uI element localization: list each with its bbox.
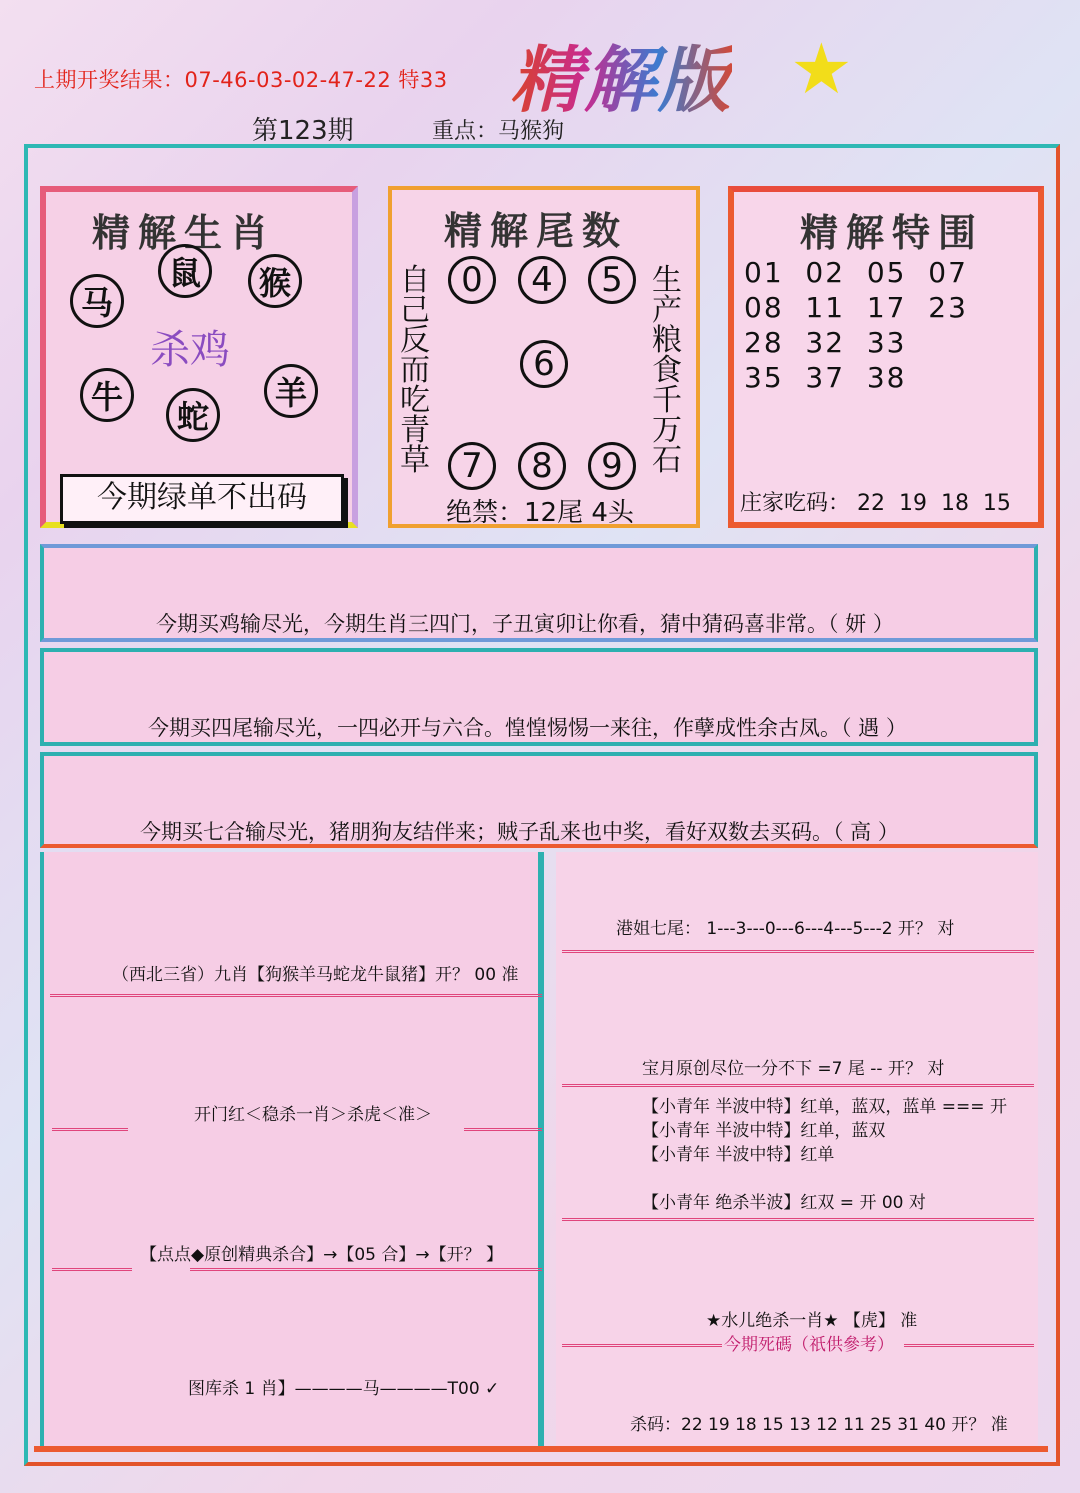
special-row-4: 35 37 38: [744, 361, 907, 394]
right-item-3c: 【小青年 半波中特】红单: [642, 1145, 835, 1165]
left-item-1: （西北三省）九肖【狗猴羊马蛇龙牛鼠猪】开？ 00 准: [112, 965, 519, 985]
special-box-title: 精解特围: [800, 210, 985, 255]
tail-box: [388, 186, 700, 528]
divider: [562, 1344, 722, 1347]
green-note: 今期绿单不出码: [60, 474, 344, 524]
right-vertical-verse: 生产粮食千万石: [652, 263, 682, 478]
last-draw-result: 上期开奖结果：07-46-03-02-47-22 特33: [34, 68, 448, 92]
special-box: [728, 186, 1044, 528]
zodiac-snake: 蛇: [166, 388, 220, 442]
forbidden-tails: 绝禁：12尾 4头: [446, 498, 634, 528]
poem-row-3: [40, 752, 1038, 848]
poem-3: 今期买七合输尽光，猪朋狗友结伴来；贼子乱来也中奖，看好双数去买码。（ 高 ）: [140, 820, 899, 844]
left-column: [40, 852, 544, 1446]
right-item-7: 杀码：22 19 18 15 13 12 11 25 31 40 开？ 准: [630, 1415, 1008, 1435]
divider: [562, 950, 1034, 953]
left-item-3: 【点点◆原创精典杀合】→【05 合】→【开？ 】: [140, 1245, 504, 1265]
special-row-3: 28 32 33: [744, 326, 907, 359]
left-item-2: 开门红＜稳杀一肖＞杀虎＜准＞: [194, 1105, 432, 1125]
special-row-1: 01 02 05 07: [744, 256, 968, 289]
tail-number-7: 7: [448, 442, 496, 490]
zodiac-ox: 牛: [80, 368, 134, 422]
poem-row-1: [40, 544, 1038, 642]
divider: [52, 1128, 128, 1131]
tail-number-6: 6: [520, 340, 568, 388]
right-item-1: 港姐七尾： 1---3---0---6---4---5---2 开？ 对: [616, 919, 955, 939]
right-item-4: 【小青年 绝杀半波】红双 = 开 00 对: [642, 1193, 926, 1213]
tail-number-4: 4: [518, 256, 566, 304]
kill-zodiac: 杀鸡: [150, 327, 230, 373]
tail-number-8: 8: [518, 442, 566, 490]
divider: [562, 1218, 1034, 1221]
zodiac-monkey: 猴: [248, 254, 302, 308]
right-column: [556, 852, 1038, 1446]
zodiac-box-title: 精解生肖: [92, 210, 277, 255]
focus-zodiacs: 重点：马猴狗: [432, 119, 565, 144]
special-row-2: 08 11 17 23: [744, 291, 968, 324]
divider: [190, 1268, 542, 1271]
divider: [52, 1268, 132, 1271]
divider: [50, 994, 542, 997]
tail-number-9: 9: [588, 442, 636, 490]
divider: [464, 1128, 542, 1131]
tail-number-5: 5: [588, 256, 636, 304]
banker-codes: 庄家吃码： 22 19 18 15: [740, 491, 1011, 516]
divider: [562, 1084, 1034, 1087]
poem-row-2: [40, 648, 1038, 746]
left-item-4: 图库杀 1 肖】————马————T00 ✓: [188, 1379, 500, 1399]
zodiac-goat: 羊: [264, 364, 318, 418]
brand-logo-text: 精解版: [510, 22, 732, 126]
issue-number: 第123期: [252, 116, 354, 146]
right-item-6: 今期死碼（祇供參考）: [724, 1335, 894, 1355]
right-item-3b: 【小青年 半波中特】红单，蓝双: [642, 1121, 886, 1141]
poem-1: 今期买鸡输尽光，今期生肖三四门，子丑寅卯让你看，猜中猜码喜非常。（ 妍 ）: [156, 612, 894, 636]
tail-number-0: 0: [448, 256, 496, 304]
poem-2: 今期买四尾输尽光，一四必开与六合。惶惶惕惕一来往，作孽成性余古凤。（ 遇 ）: [148, 716, 907, 740]
left-vertical-verse: 自己反而吃青草: [400, 263, 430, 478]
zodiac-rat: 鼠: [158, 244, 212, 298]
tail-box-title: 精解尾数: [444, 208, 629, 253]
divider: [904, 1344, 1034, 1347]
right-item-3a: 【小青年 半波中特】红单，蓝双，蓝单 === 开: [642, 1097, 1007, 1117]
right-item-5: ★水儿绝杀一肖★ 【虎】 准: [706, 1311, 918, 1331]
zodiac-box: [40, 186, 358, 528]
star-icon: ★: [790, 28, 853, 110]
right-item-2: 宝月原创尽位一分不下 =7 尾 -- 开？ 对: [642, 1059, 945, 1079]
zodiac-horse: 马: [70, 274, 124, 328]
bottom-border: [34, 1446, 1048, 1452]
